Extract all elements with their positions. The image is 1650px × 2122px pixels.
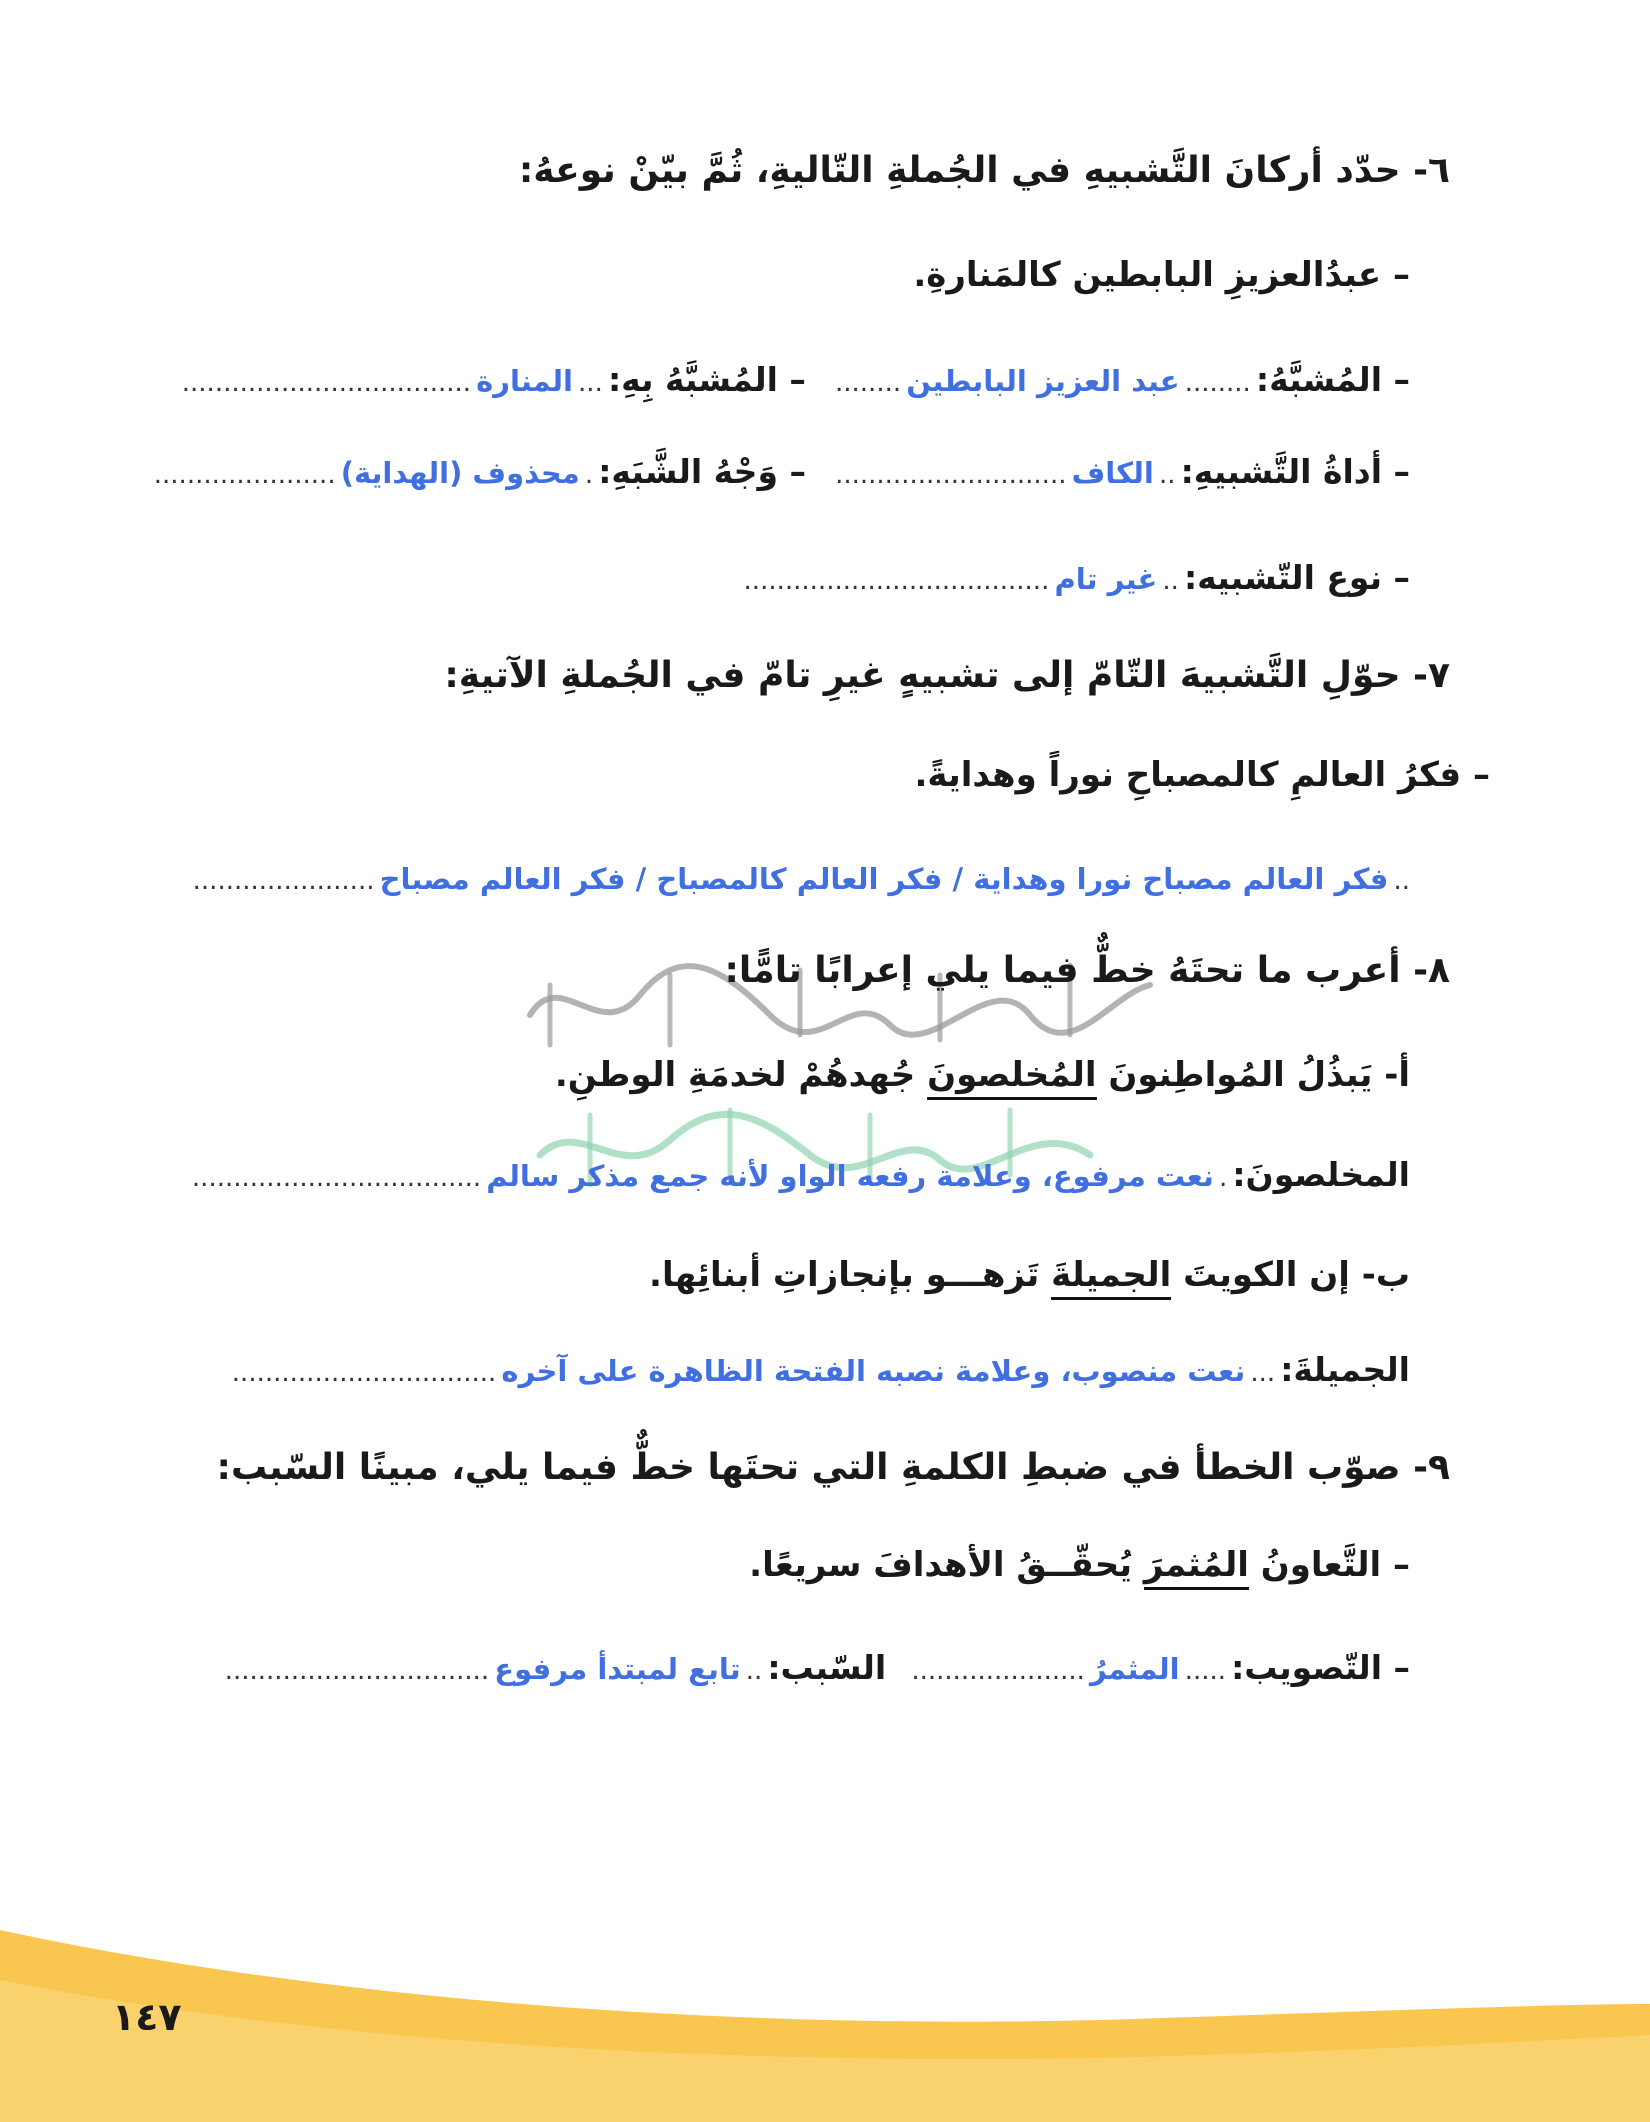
mushabbah-answer: عبد العزيز البابطين — [906, 364, 1180, 398]
q8-a-answer-row: المخلصونَ: . نعت مرفوع، وعلامة رفعه الواو لأنه جمع مذكر سالم ................................... — [191, 1155, 1410, 1194]
q8-b-answer-row: الجميلةَ: ... نعت منصوب، وعلامة نصبه الفتحة الظاهرة على آخره ................................ — [231, 1350, 1410, 1389]
q6-row-2: – أداةُ التَّشبيهِ: .. الكاف ............................ – وَجْهُ الشَّبَهِ: . محذوف (الهداية) ...................... — [153, 452, 1410, 491]
adat-answer: الكاف — [1071, 456, 1154, 490]
correction-label: – التّصويب: — [1231, 1648, 1410, 1687]
mushabbah-bih-label: – المُشبَّهُ بِهِ: — [607, 360, 806, 399]
q8-a-suffix: جُهدهُمْ لخدمَةِ الوطنِ. — [554, 1055, 928, 1095]
correction-answer: المثمرُ — [1090, 1652, 1180, 1686]
q6-sentence: – عبدُالعزيزِ البابطين كالمَنارةِ. — [913, 255, 1410, 295]
q8-b-underlined-word: الجميلةَ — [1051, 1255, 1171, 1300]
adat-label: – أداةُ التَّشبيهِ: — [1180, 452, 1410, 491]
q8-b-answer: نعت منصوب، وعلامة نصبه الفتحة الظاهرة على آخره — [501, 1354, 1246, 1388]
q6-row-3: – نوع التّشبيه: .. غير تام ..................................... — [743, 558, 1410, 597]
wajh-answer: محذوف (الهداية) — [340, 456, 580, 490]
mushabbah-label: – المُشبَّهُ: — [1255, 360, 1410, 399]
reason-label: السّبب: — [767, 1648, 887, 1687]
q8-a-underlined-word: المُخلصونَ — [927, 1055, 1096, 1100]
q9-suffix: يُحقّــقُ الأهدافَ سريعًا. — [749, 1545, 1144, 1585]
q7-title: ٧- حوّلِ التَّشبيهَ التّامّ إلى تشبيهٍ غيرِ تامّ في الجُملةِ الآتيةِ: — [444, 655, 1450, 696]
page-number: ١٤٧ — [112, 1995, 182, 2039]
q8-a-label: المخلصونَ: — [1232, 1155, 1410, 1194]
q9-prefix: – التَّعاونُ — [1248, 1545, 1410, 1585]
reason-answer: تابع لمبتدأ مرفوع — [494, 1652, 741, 1686]
q8-b-suffix: تَزهـــو بإنجازاتِ أبنائِها. — [649, 1255, 1052, 1295]
mushabbah-bih-answer: المنارة — [476, 364, 573, 398]
q8-b-sentence — [649, 1255, 1410, 1295]
type-answer: غير تام — [1054, 562, 1158, 596]
q6-row-1: – المُشبَّهُ: ........ عبد العزيز البابطين ........ – المُشبَّهُ بِهِ: ... المنارة ................................... — [181, 360, 1410, 399]
q9-title: ٩- صوّب الخطأ في ضبطِ الكلمةِ التي تحتَها خطٌّ فيما يلي، مبينًا السّبب: — [216, 1447, 1450, 1488]
q8-a-prefix: أ- يَبذُلُ المُواطِنونَ — [1096, 1055, 1410, 1095]
wajh-label: – وَجْهُ الشَّبَهِ: — [598, 452, 806, 491]
q6-title: ٦- حدّد أركانَ التَّشبيهِ في الجُملةِ التّاليةِ، ثُمَّ بيّنْ نوعهُ: — [518, 150, 1450, 191]
q9-answer-row: – التّصويب: ..... المثمرُ ..................... السّبب: .. تابع لمبتدأ مرفوع ................................ — [224, 1648, 1410, 1687]
q8-a-sentence — [555, 1055, 1410, 1095]
q9-underlined-word: المُثمرَ — [1144, 1545, 1249, 1590]
q7-answer: فكر العالم مصباح نورا وهداية / فكر العالم كالمصباح / فكر العالم مصباح — [379, 862, 1389, 896]
q9-sentence — [749, 1545, 1410, 1585]
q8-title: ٨- أعرب ما تحتَهُ خطٌّ فيما يلي إعرابًا تامًّا: — [724, 950, 1450, 991]
footer-band — [0, 1900, 1650, 2122]
q8-b-prefix: ب- إن الكويتَ — [1171, 1255, 1410, 1295]
q8-a-answer: نعت مرفوع، وعلامة رفعه الواو لأنه جمع مذكر سالم — [486, 1159, 1214, 1193]
q8-b-label: الجميلةَ: — [1280, 1350, 1410, 1389]
q7-answer-row: .. فكر العالم مصباح نورا وهداية / فكر العالم كالمصباح / فكر العالم مصباح ...................... — [192, 862, 1410, 896]
q7-sentence: – فكرُ العالمِ كالمصباحِ نوراً وهدايةً. — [914, 755, 1490, 795]
type-label: – نوع التّشبيه: — [1183, 558, 1410, 597]
